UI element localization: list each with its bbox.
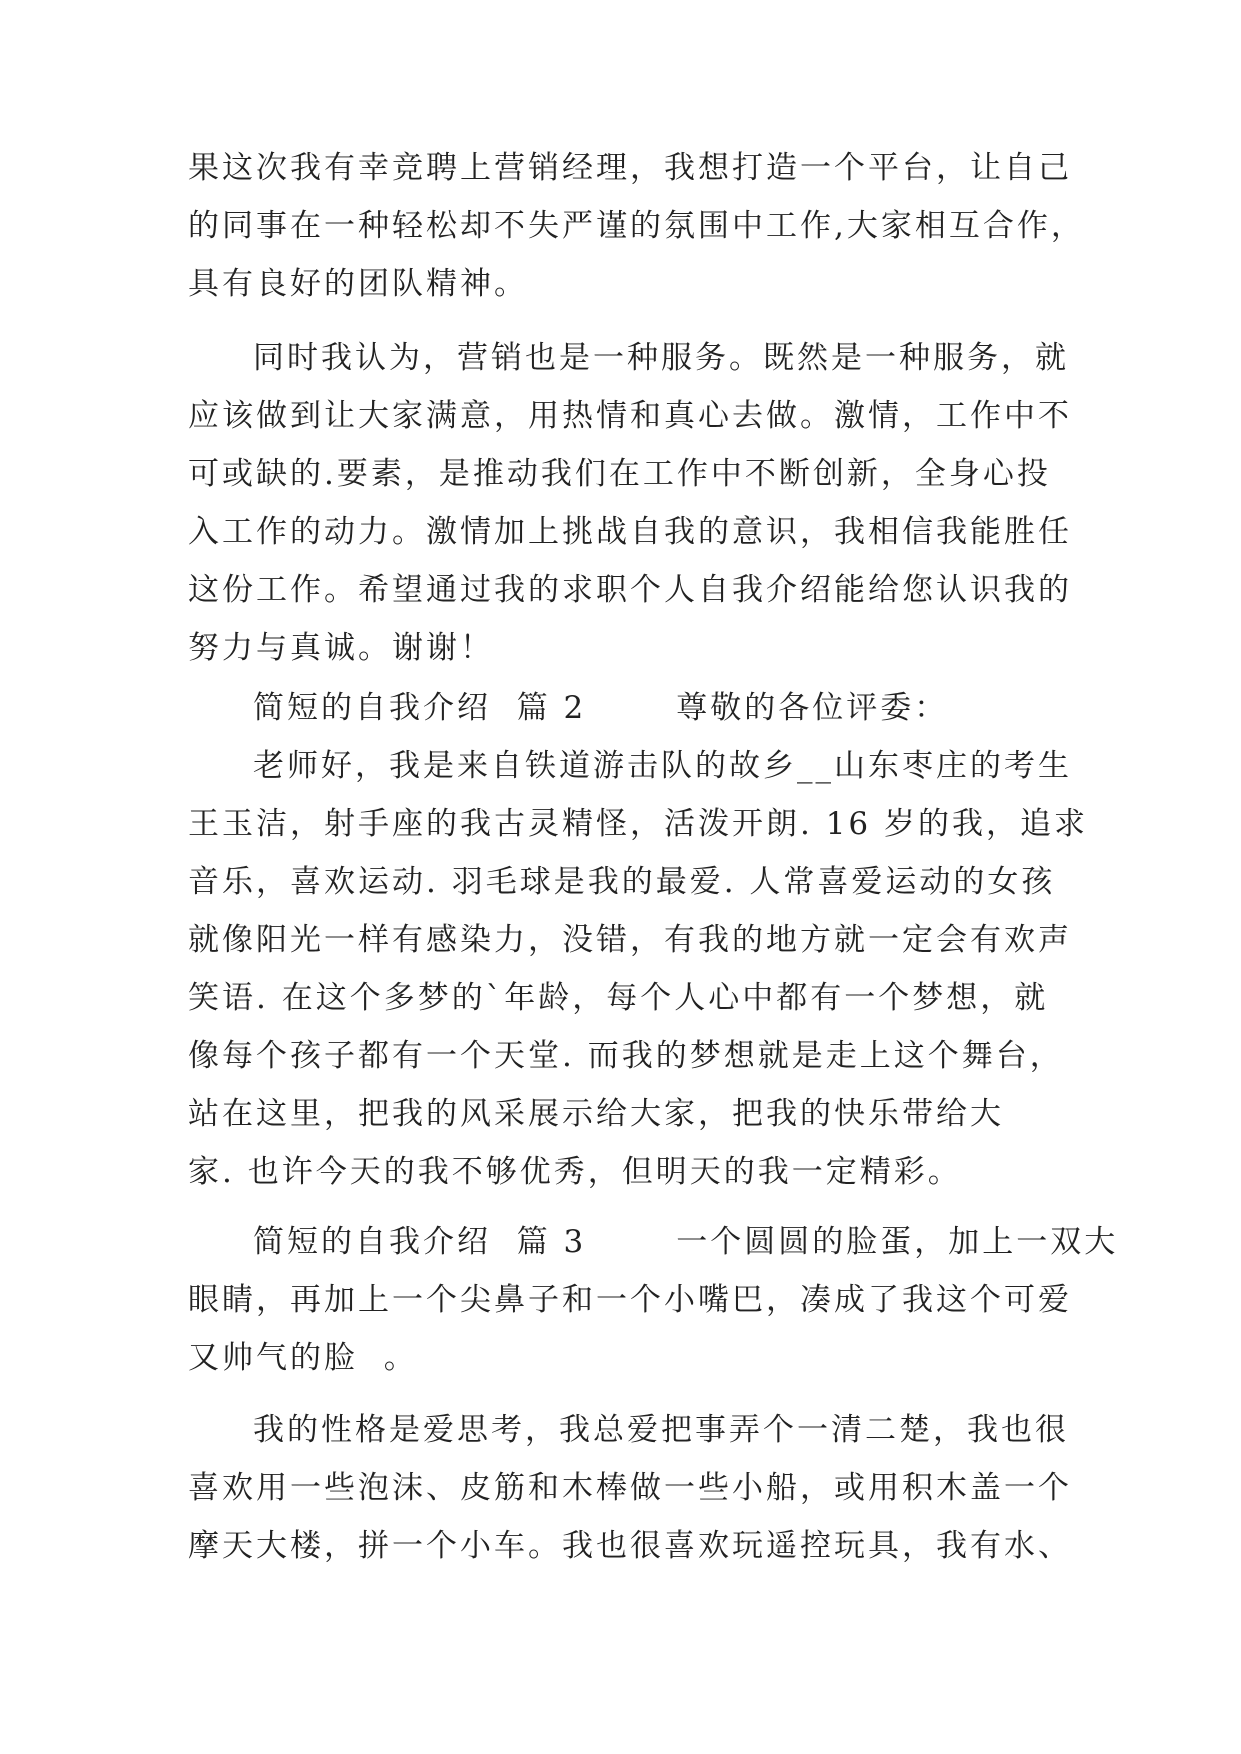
text-line: 喜欢用一些泡沫、皮筋和木棒做一些小船，或用积木盖一个 bbox=[188, 1470, 1072, 1506]
text-line: 像每个孩子都有一个天堂. 而我的梦想就是走上这个舞台， bbox=[188, 1038, 1064, 1074]
text-line: 站在这里，把我的风采展示给大家，把我的快乐带给大 bbox=[188, 1096, 1004, 1132]
text-line: 笑语. 在这个多梦的`年龄，每个人心中都有一个梦想，就 bbox=[188, 980, 1049, 1016]
text-line: 摩天大楼，拼一个小车。我也很喜欢玩遥控玩具，我有水、 bbox=[188, 1528, 1072, 1564]
text-line: 果这次我有幸竞聘上营销经理，我想打造一个平台，让自己 bbox=[188, 150, 1072, 186]
text-line: 我的性格是爱思考，我总爱把事弄个一清二楚，我也很 bbox=[253, 1412, 1069, 1448]
text-line: 同时我认为，营销也是一种服务。既然是一种服务，就 bbox=[253, 340, 1069, 376]
text-line: 眼睛，再加上一个尖鼻子和一个小嘴巴，凑成了我这个可爱 bbox=[188, 1282, 1072, 1318]
text-line: 音乐，喜欢运动. 羽毛球是我的最爱. 人常喜爱运动的女孩 bbox=[188, 864, 1056, 900]
text-line: 努力与真诚。谢谢！ bbox=[188, 630, 494, 666]
text-line: 的同事在一种轻松却不失严谨的氛围中工作,大家相互合作， bbox=[188, 208, 1085, 244]
text-line: 入工作的动力。激情加上挑战自我的意识，我相信我能胜任 bbox=[188, 514, 1072, 550]
text-line: 老师好，我是来自铁道游击队的故乡__山东枣庄的考生 bbox=[253, 748, 1072, 784]
section-heading: 简短的自我介绍 篇 2 尊敬的各位评委： bbox=[253, 690, 949, 726]
text-line: 这份工作。希望通过我的求职个人自我介绍能给您认识我的 bbox=[188, 572, 1072, 608]
section-heading: 简短的自我介绍 篇 3 一个圆圆的脸蛋，加上一双大 bbox=[253, 1224, 1119, 1260]
text-line: 就像阳光一样有感染力，没错，有我的地方就一定会有欢声 bbox=[188, 922, 1072, 958]
text-line: 家. 也许今天的我不够优秀，但明天的我一定精彩。 bbox=[188, 1154, 962, 1190]
text-line: 可或缺的.要素，是推动我们在工作中不断创新，全身心投 bbox=[188, 456, 1051, 492]
text-line: 又帅气的脸 。 bbox=[188, 1340, 418, 1376]
text-line: 王玉洁，射手座的我古灵精怪，活泼开朗. 16 岁的我，追求 bbox=[188, 806, 1089, 842]
text-line: 具有良好的团队精神。 bbox=[188, 266, 528, 302]
text-line: 应该做到让大家满意，用热情和真心去做。激情，工作中不 bbox=[188, 398, 1072, 434]
